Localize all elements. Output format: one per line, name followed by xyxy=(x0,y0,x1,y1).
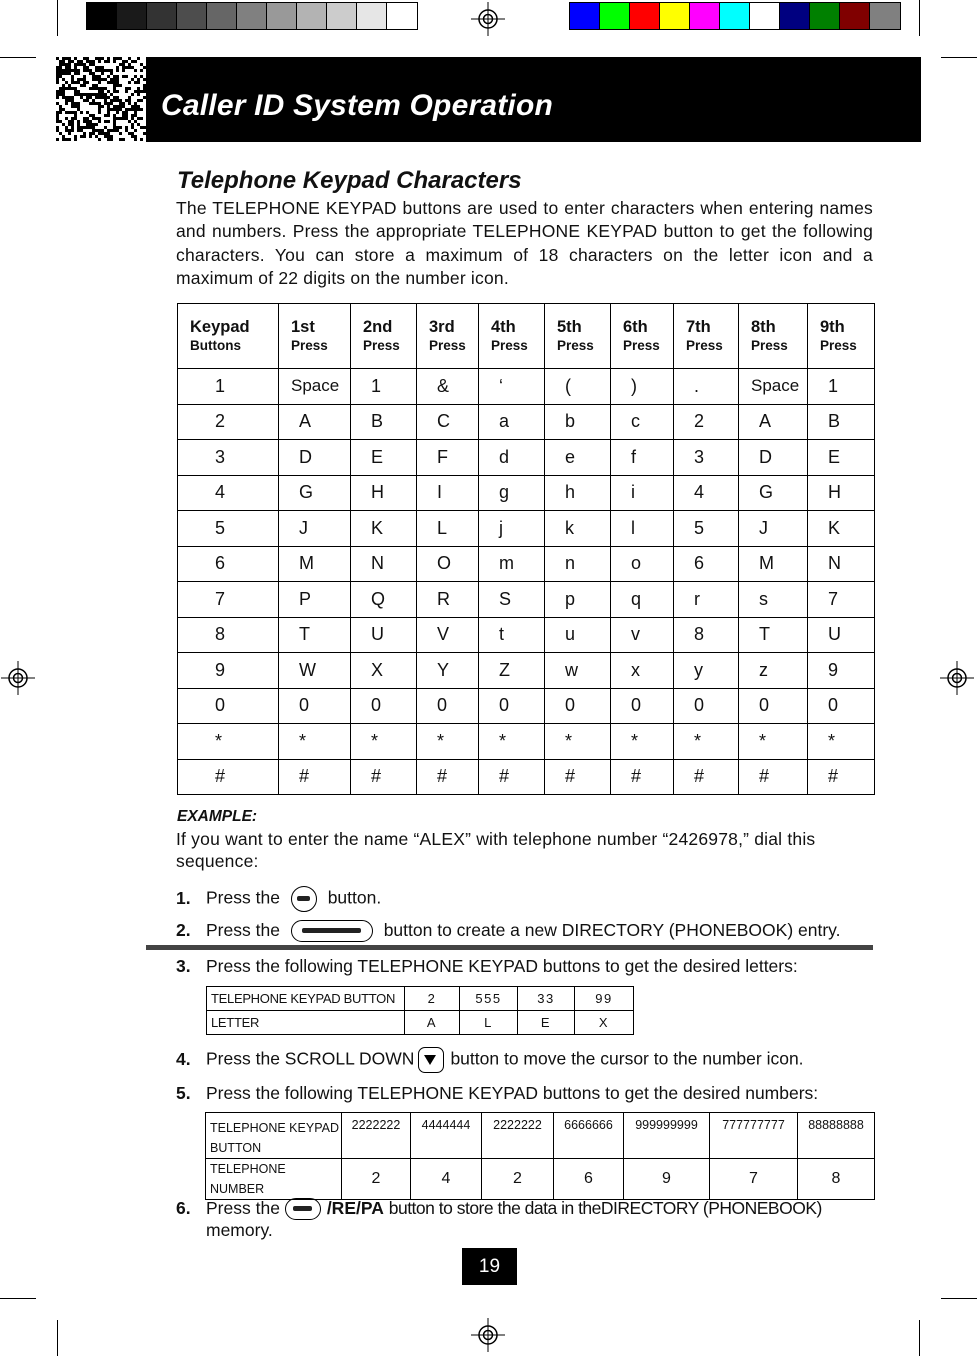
table-row xyxy=(178,404,875,440)
character-cell: p xyxy=(545,582,611,618)
character-cell: t xyxy=(479,617,545,653)
character-cell: G xyxy=(739,475,808,511)
column-header-title: 4th xyxy=(491,318,516,336)
character-cell: 0 xyxy=(545,688,611,724)
character-cell: 1 xyxy=(351,369,417,405)
crop-mark xyxy=(941,1298,977,1299)
character-cell: B xyxy=(351,404,417,440)
button-label: /RE/PA xyxy=(326,1198,384,1218)
crop-mark xyxy=(57,0,58,36)
character-cell: T xyxy=(739,617,808,653)
character-cell: Space xyxy=(739,369,808,405)
character-cell: D xyxy=(279,440,351,476)
column-header-subtitle: Press xyxy=(291,338,328,353)
character-cell: G xyxy=(279,475,351,511)
color-swatch xyxy=(237,3,267,29)
intro-paragraph: The TELEPHONE KEYPAD buttons are used to enter characters when entering names and numbers. Press the appropriate TELEPHONE KEYPAD button to get the following characters. You can store a maximum of 18 characters on the letter icon and a maximum of 22 digits on the number icon. xyxy=(176,198,873,288)
table-cell: 2222222 xyxy=(482,1113,554,1159)
column-header xyxy=(351,304,417,369)
character-cell: i xyxy=(611,475,674,511)
color-swatch xyxy=(720,3,750,29)
character-cell: N xyxy=(351,546,417,582)
table-cell: 2222222 xyxy=(342,1113,411,1159)
column-header-subtitle: Press xyxy=(820,338,857,353)
color-swatch xyxy=(327,3,357,29)
character-cell: b xyxy=(545,404,611,440)
character-cell: 1 xyxy=(808,369,875,405)
character-cell: U xyxy=(808,617,875,653)
crop-mark xyxy=(919,1320,920,1356)
color-swatch xyxy=(267,3,297,29)
step-number: 5. xyxy=(176,1083,191,1103)
character-cell: # xyxy=(417,759,479,795)
step-text: button to create a new DIRECTORY (PHONEBOOK) entry. xyxy=(383,920,841,940)
character-cell: ) xyxy=(611,369,674,405)
character-cell: R xyxy=(417,582,479,618)
keypad-button-cell: 9 xyxy=(178,653,279,689)
character-cell: m xyxy=(479,546,545,582)
color-swatch xyxy=(750,3,780,29)
character-cell: W xyxy=(279,653,351,689)
table-cell: 777777777 xyxy=(710,1113,798,1159)
character-cell: B xyxy=(808,404,875,440)
character-cell: # xyxy=(808,759,875,795)
color-swatch xyxy=(207,3,237,29)
phonebook-button-icon xyxy=(291,886,317,912)
table-cell: 7 xyxy=(710,1159,798,1200)
character-cell: * xyxy=(351,724,417,760)
character-cell: A xyxy=(279,404,351,440)
column-header xyxy=(545,304,611,369)
step-6-continued: memory. xyxy=(206,1220,273,1240)
character-cell: y xyxy=(674,653,739,689)
keypad-button-cell: 4 xyxy=(178,475,279,511)
character-cell: n xyxy=(545,546,611,582)
divider-rule xyxy=(146,945,873,950)
character-cell: d xyxy=(479,440,545,476)
column-header-subtitle: Press xyxy=(557,338,594,353)
character-cell: T xyxy=(279,617,351,653)
character-cell: * xyxy=(417,724,479,760)
section-title: Telephone Keypad Characters xyxy=(177,167,522,194)
column-header-title: 5th xyxy=(557,318,582,336)
table-row xyxy=(178,582,875,618)
character-cell: ‘ xyxy=(479,369,545,405)
character-cell: o xyxy=(611,546,674,582)
example-text: If you want to enter the name “ALEX” with telephone number “2426978,” dial this sequence: xyxy=(176,829,816,871)
step-text: Press the xyxy=(206,1198,280,1218)
table-row xyxy=(206,1113,875,1159)
character-cell: 0 xyxy=(479,688,545,724)
table-row xyxy=(178,475,875,511)
keypad-button-cell: * xyxy=(178,724,279,760)
column-header xyxy=(808,304,875,369)
character-cell: F xyxy=(417,440,479,476)
character-cell: 0 xyxy=(808,688,875,724)
step-text: Press the following TELEPHONE KEYPAD buttons to get the desired letters: xyxy=(206,956,798,976)
step-text: Press the following TELEPHONE KEYPAD buttons to get the desired numbers: xyxy=(206,1083,819,1103)
character-cell: Q xyxy=(351,582,417,618)
step-5 xyxy=(176,1083,818,1104)
page-header-title: Caller ID System Operation xyxy=(161,89,553,122)
column-header xyxy=(417,304,479,369)
table-cell: L xyxy=(460,1011,518,1035)
character-cell: z xyxy=(739,653,808,689)
table-cell: 8 xyxy=(798,1159,875,1200)
registration-mark-icon xyxy=(1,661,35,695)
color-swatch xyxy=(780,3,810,29)
color-swatch xyxy=(630,3,660,29)
character-cell: # xyxy=(611,759,674,795)
character-cell: * xyxy=(279,724,351,760)
column-header xyxy=(674,304,739,369)
character-cell: M xyxy=(739,546,808,582)
character-cell: r xyxy=(674,582,739,618)
column-header-subtitle: Press xyxy=(686,338,723,353)
character-cell: j xyxy=(479,511,545,547)
step-number: 4. xyxy=(176,1048,191,1069)
table-cell: 2 xyxy=(342,1159,411,1200)
character-cell: X xyxy=(351,653,417,689)
character-cell: e xyxy=(545,440,611,476)
step-4 xyxy=(176,1047,804,1073)
column-header-title: 1st xyxy=(291,318,315,336)
table-row-label: TELEPHONE KEYPAD BUTTON xyxy=(207,987,405,1011)
character-cell: D xyxy=(739,440,808,476)
scroll-down-button-icon xyxy=(418,1047,444,1073)
character-cell: Space xyxy=(279,369,351,405)
crop-mark xyxy=(0,57,36,58)
character-cell: N xyxy=(808,546,875,582)
table-row xyxy=(178,369,875,405)
step-number: 1. xyxy=(176,887,191,908)
character-cell: h xyxy=(545,475,611,511)
column-header-title: 2nd xyxy=(363,318,393,336)
table-cell: 99 xyxy=(575,987,634,1011)
table-row-label: TELEPHONE NUMBER xyxy=(206,1159,342,1200)
character-cell: q xyxy=(611,582,674,618)
keypad-button-cell: 6 xyxy=(178,546,279,582)
character-cell: 0 xyxy=(417,688,479,724)
character-cell: * xyxy=(739,724,808,760)
character-cell: x xyxy=(611,653,674,689)
table-row xyxy=(178,759,875,795)
character-cell: V xyxy=(417,617,479,653)
table-row xyxy=(178,653,875,689)
column-header xyxy=(739,304,808,369)
keypad-button-cell: # xyxy=(178,759,279,795)
table-row xyxy=(206,1159,875,1200)
character-cell: . xyxy=(674,369,739,405)
character-cell: * xyxy=(479,724,545,760)
character-cell: 4 xyxy=(674,475,739,511)
keypad-button-cell: 0 xyxy=(178,688,279,724)
character-cell: Z xyxy=(479,653,545,689)
step-1 xyxy=(176,886,381,912)
step-2 xyxy=(176,920,840,942)
keypad-button-cell: 7 xyxy=(178,582,279,618)
character-cell: 6 xyxy=(674,546,739,582)
character-cell: 9 xyxy=(808,653,875,689)
table-cell: 999999999 xyxy=(624,1113,710,1159)
color-swatch xyxy=(690,3,720,29)
character-cell: c xyxy=(611,404,674,440)
table-row xyxy=(178,617,875,653)
grayscale-swatch-bar xyxy=(86,2,418,30)
column-header-title: 8th xyxy=(751,318,776,336)
column-header-title: 7th xyxy=(686,318,711,336)
character-cell: I xyxy=(417,475,479,511)
color-swatch xyxy=(840,3,870,29)
color-swatch xyxy=(87,3,117,29)
character-cell: v xyxy=(611,617,674,653)
table-row xyxy=(207,987,634,1011)
character-cell: H xyxy=(808,475,875,511)
column-header-subtitle: Press xyxy=(429,338,466,353)
table-cell: 9 xyxy=(624,1159,710,1200)
step-number: 3. xyxy=(176,956,191,976)
table-row-label: LETTER xyxy=(207,1011,405,1035)
column-header-title: Keypad xyxy=(190,318,250,336)
table-cell: 2 xyxy=(482,1159,554,1200)
character-cell: 5 xyxy=(674,511,739,547)
color-swatch xyxy=(297,3,327,29)
character-cell: # xyxy=(739,759,808,795)
step-text: button. xyxy=(327,887,382,908)
table-cell: A xyxy=(405,1011,460,1035)
label-line: BUTTON xyxy=(210,1141,262,1155)
character-cell: 2 xyxy=(674,404,739,440)
color-swatch xyxy=(570,3,600,29)
step-6 xyxy=(176,1198,822,1220)
keypad-button-cell: 3 xyxy=(178,440,279,476)
step-text: button to store the data in theDIRECTORY (PHONEBOOK) xyxy=(388,1198,822,1218)
registration-mark-icon xyxy=(471,1318,505,1352)
table-row-label xyxy=(206,1113,342,1159)
character-cell: K xyxy=(351,511,417,547)
label-line: TELEPHONE KEYPAD xyxy=(210,1121,339,1135)
character-cell: * xyxy=(545,724,611,760)
column-header-title: 3rd xyxy=(429,318,455,336)
crop-mark xyxy=(0,1298,36,1299)
pattern-logo-icon xyxy=(56,57,146,141)
character-cell: & xyxy=(417,369,479,405)
character-cell: J xyxy=(739,511,808,547)
column-header-subtitle: Press xyxy=(491,338,528,353)
character-cell: 7 xyxy=(808,582,875,618)
registration-mark-icon xyxy=(471,2,505,36)
character-cell: Y xyxy=(417,653,479,689)
column-header-subtitle: Press xyxy=(623,338,660,353)
table-row xyxy=(178,724,875,760)
numbers-table xyxy=(205,1112,875,1200)
step-text: button to move the cursor to the number icon. xyxy=(450,1048,804,1069)
table-cell: 33 xyxy=(518,987,575,1011)
column-header-subtitle: Buttons xyxy=(190,338,241,353)
character-cell: # xyxy=(351,759,417,795)
color-swatch xyxy=(870,3,900,29)
character-cell: C xyxy=(417,404,479,440)
character-cell: 0 xyxy=(611,688,674,724)
character-cell: # xyxy=(674,759,739,795)
column-header xyxy=(178,304,279,369)
table-cell: 6 xyxy=(554,1159,624,1200)
color-swatch xyxy=(810,3,840,29)
table-cell: 6666666 xyxy=(554,1113,624,1159)
column-header-subtitle: Press xyxy=(751,338,788,353)
character-cell: w xyxy=(545,653,611,689)
character-cell: 0 xyxy=(279,688,351,724)
keypad-button-cell: 1 xyxy=(178,369,279,405)
table-cell: X xyxy=(575,1011,634,1035)
character-cell: K xyxy=(808,511,875,547)
character-cell: M xyxy=(279,546,351,582)
character-cell: H xyxy=(351,475,417,511)
character-cell: k xyxy=(545,511,611,547)
character-cell: 0 xyxy=(739,688,808,724)
keypad-button-cell: 8 xyxy=(178,617,279,653)
column-header xyxy=(279,304,351,369)
step-text: Press the xyxy=(206,887,280,908)
table-cell: 555 xyxy=(460,987,518,1011)
header-banner xyxy=(146,57,921,142)
step-3 xyxy=(176,956,798,977)
table-cell: 88888888 xyxy=(798,1113,875,1159)
page-number: 19 xyxy=(462,1248,517,1285)
step-number: 6. xyxy=(176,1198,191,1218)
character-cell: P xyxy=(279,582,351,618)
character-cell: U xyxy=(351,617,417,653)
color-swatch xyxy=(357,3,387,29)
character-cell: * xyxy=(611,724,674,760)
character-cell: g xyxy=(479,475,545,511)
column-header xyxy=(611,304,674,369)
crop-mark xyxy=(919,0,920,36)
character-cell: 8 xyxy=(674,617,739,653)
character-cell: E xyxy=(808,440,875,476)
column-header-subtitle: Press xyxy=(363,338,400,353)
character-cell: # xyxy=(279,759,351,795)
character-cell: a xyxy=(479,404,545,440)
character-cell: 0 xyxy=(674,688,739,724)
character-cell: 0 xyxy=(351,688,417,724)
color-swatch xyxy=(147,3,177,29)
character-cell: 3 xyxy=(674,440,739,476)
keypad-button-cell: 5 xyxy=(178,511,279,547)
long-button-icon xyxy=(291,920,373,942)
table-row xyxy=(207,1011,634,1035)
table-row xyxy=(178,546,875,582)
character-cell: * xyxy=(674,724,739,760)
color-swatch xyxy=(177,3,207,29)
redial-pause-button-icon xyxy=(285,1198,321,1220)
character-cell: S xyxy=(479,582,545,618)
character-cell: l xyxy=(611,511,674,547)
character-cell: L xyxy=(417,511,479,547)
step-text: Press the xyxy=(206,920,280,940)
character-cell: s xyxy=(739,582,808,618)
column-header xyxy=(479,304,545,369)
character-cell: ( xyxy=(545,369,611,405)
character-cell: O xyxy=(417,546,479,582)
character-cell: # xyxy=(545,759,611,795)
table-row xyxy=(178,511,875,547)
keypad-characters-table xyxy=(177,303,875,795)
character-cell: J xyxy=(279,511,351,547)
color-swatch xyxy=(600,3,630,29)
character-cell: # xyxy=(479,759,545,795)
table-cell: 4 xyxy=(411,1159,482,1200)
crop-mark xyxy=(941,57,977,58)
letters-table xyxy=(206,986,634,1035)
character-cell: * xyxy=(808,724,875,760)
example-label: EXAMPLE: xyxy=(177,808,258,825)
character-cell: E xyxy=(351,440,417,476)
column-header-title: 9th xyxy=(820,318,845,336)
step-text: Press the SCROLL DOWN xyxy=(206,1048,415,1069)
registration-mark-icon xyxy=(940,661,974,695)
step-number: 2. xyxy=(176,920,191,940)
table-cell: 4444444 xyxy=(411,1113,482,1159)
crop-mark xyxy=(57,1320,58,1356)
table-row xyxy=(178,688,875,724)
color-swatch xyxy=(660,3,690,29)
character-cell: u xyxy=(545,617,611,653)
table-cell: 2 xyxy=(405,987,460,1011)
color-swatch-bar xyxy=(569,2,901,30)
character-cell: f xyxy=(611,440,674,476)
color-swatch xyxy=(117,3,147,29)
table-row xyxy=(178,440,875,476)
table-cell: E xyxy=(518,1011,575,1035)
character-cell: A xyxy=(739,404,808,440)
column-header-title: 6th xyxy=(623,318,648,336)
color-swatch xyxy=(387,3,417,29)
keypad-button-cell: 2 xyxy=(178,404,279,440)
